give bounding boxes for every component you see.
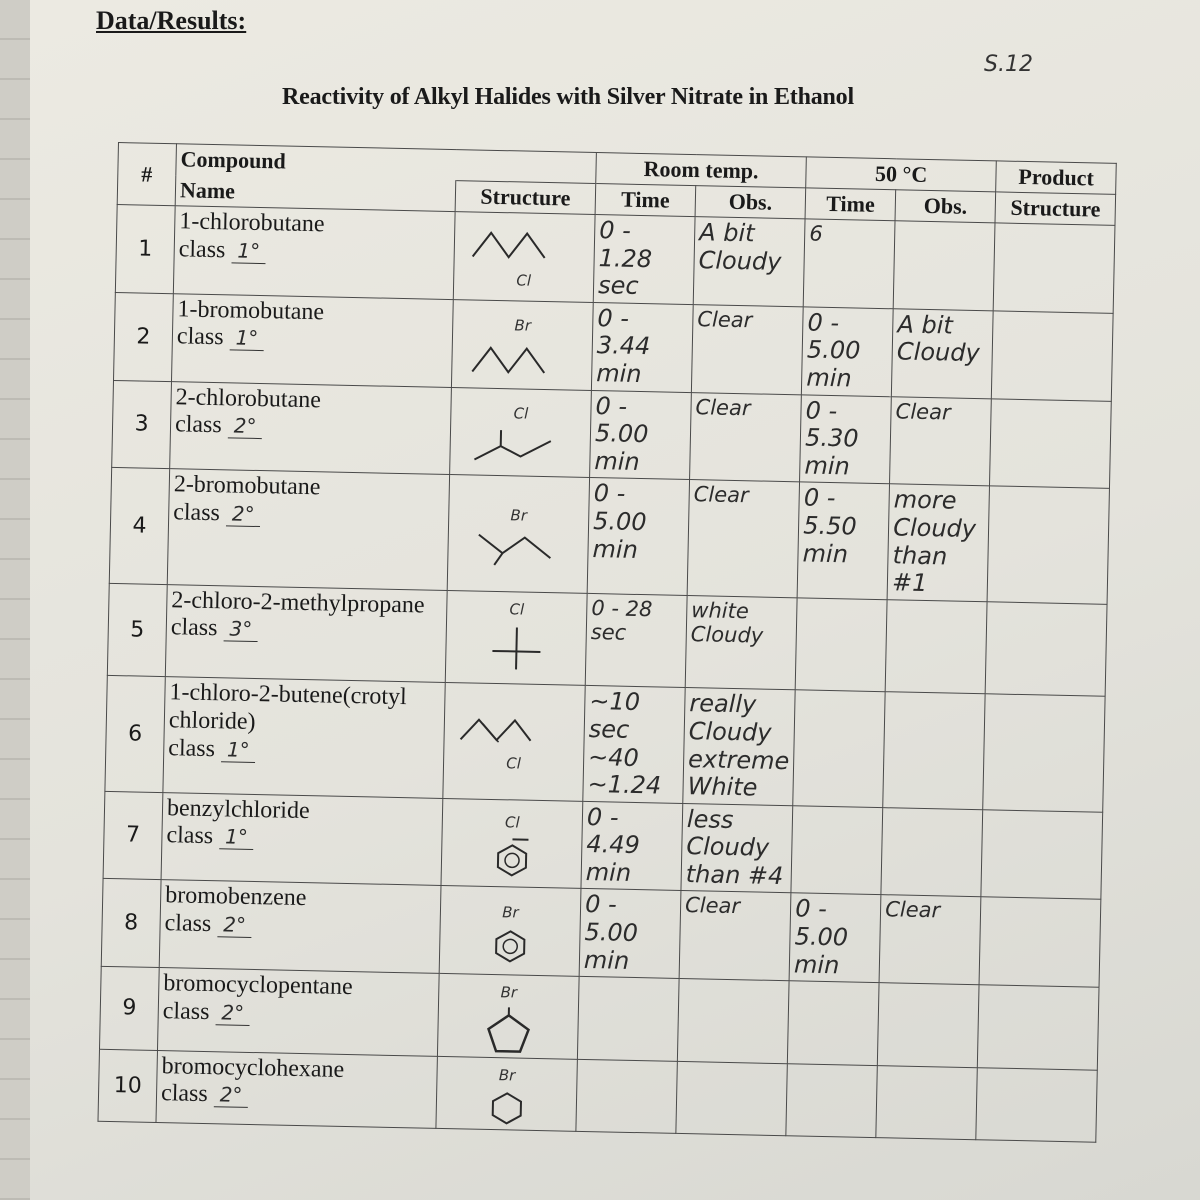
structure-label: Br (498, 1066, 516, 1085)
col-room-temp: Room temp. (596, 153, 807, 188)
compound-name-cell (167, 469, 449, 590)
rt-obs (677, 979, 789, 1064)
col-rt-obs: Obs. (695, 186, 806, 219)
col-structure: Structure (455, 181, 596, 215)
rt-obs: Clear (687, 480, 800, 598)
hot-time (795, 598, 887, 692)
class-prefix: class (174, 411, 223, 439)
col-compound: Compound (176, 144, 597, 184)
rt-obs: Clear (690, 392, 802, 482)
compound-name-cell (161, 792, 443, 886)
class-prefix: class (178, 235, 226, 263)
rt-obs: A bit Cloudy (693, 217, 805, 307)
product-structure (991, 311, 1113, 401)
results-table (97, 142, 1116, 1143)
class-prefix: class (164, 910, 212, 938)
hot-obs (877, 983, 979, 1068)
compound-name-cell (172, 293, 454, 387)
structure-label: Cl (509, 600, 525, 619)
compound-class (164, 910, 436, 943)
rt-time: 0 - 5.00 min (587, 478, 689, 595)
class-value: 1° (229, 326, 264, 352)
hot-obs (876, 1065, 977, 1140)
rt-obs (676, 1061, 788, 1136)
row-number: 1 (115, 204, 175, 293)
structure-label: Br (510, 506, 528, 525)
compound-name: bromocyclopentane (163, 970, 353, 1001)
product-structure (979, 897, 1101, 987)
rt-time: 0 - 1.28 sec (593, 215, 695, 305)
zigzag-chain-structure (462, 337, 583, 380)
compound-name: benzylchloride (166, 794, 310, 824)
rt-time: 0 - 28 sec (585, 593, 687, 688)
compound-name-cell (173, 206, 455, 300)
hot-time: 0 - 5.30 min (800, 394, 892, 484)
section-title: Data/Results: (96, 6, 247, 35)
compound-class (178, 236, 450, 269)
hot-time (791, 805, 883, 895)
class-prefix: class (176, 323, 224, 351)
structure-cell (445, 590, 587, 686)
compound-class (161, 1081, 433, 1114)
compound-name: 2-bromobutane (173, 471, 321, 501)
structure-cell (453, 212, 595, 303)
class-value: 2° (226, 501, 261, 527)
rt-obs: really Cloudy extreme White (683, 688, 796, 806)
structure-cell (437, 974, 579, 1060)
class-value: 2° (227, 414, 262, 440)
hot-time (793, 690, 885, 807)
hot-obs (883, 692, 985, 809)
compound-name: 1-chlorobutane (179, 208, 325, 238)
rt-obs: Clear (679, 891, 791, 981)
rt-obs: white Cloudy (685, 595, 797, 690)
row-number: 9 (99, 967, 159, 1051)
structure-cell (451, 299, 593, 390)
branched-chain-structure (458, 527, 579, 570)
structure-label: Br (500, 983, 518, 1002)
benzene-ring-structure (449, 924, 570, 967)
rt-obs: Clear (691, 304, 803, 394)
compound-class (175, 411, 447, 444)
rt-time: 0 - 4.49 min (581, 801, 683, 891)
rt-time (577, 977, 679, 1062)
cyclohexane-ring-structure (446, 1087, 567, 1130)
compound-name-cell (159, 880, 441, 974)
product-structure (990, 398, 1112, 488)
hot-obs (881, 807, 983, 897)
compound-name: bromocyclohexane (161, 1052, 345, 1083)
class-value: 2° (217, 912, 252, 938)
hot-obs: Clear (879, 895, 981, 985)
compound-name: 1-bromobutane (177, 296, 325, 326)
compound-name-cell (157, 968, 439, 1056)
product-structure (985, 602, 1107, 697)
hot-time: 0 - 5.00 min (789, 893, 881, 983)
compound-class (168, 735, 440, 768)
rt-time: 0 - 5.00 min (590, 390, 692, 480)
row-number: 10 (98, 1049, 158, 1123)
hot-time (788, 981, 880, 1065)
col-name: Name (175, 175, 456, 212)
product-structure (981, 809, 1103, 899)
product-structure (977, 985, 1099, 1070)
row-number: 4 (109, 468, 169, 585)
rt-time (576, 1059, 677, 1134)
class-value: 1° (219, 825, 254, 851)
rt-obs: less Cloudy than #4 (681, 803, 793, 893)
class-value: 1° (221, 737, 256, 763)
compound-name: 2-chlorobutane (175, 383, 322, 413)
compound-name: 1-chloro-2-butene(crotyl chloride) (168, 679, 407, 735)
product-structure (993, 223, 1115, 313)
structure-label: Cl (516, 270, 532, 290)
row-number: 5 (107, 583, 167, 677)
structure-cell (450, 387, 592, 478)
col-product-structure: Structure (995, 192, 1116, 226)
hot-obs: more Cloudy than #1 (887, 484, 989, 601)
class-prefix: class (162, 997, 210, 1025)
branched-chain-structure (460, 425, 581, 468)
compound-class (177, 324, 449, 357)
crotyl-chain-structure (454, 707, 575, 750)
row-number: 6 (105, 676, 165, 793)
class-value: 2° (213, 1083, 248, 1109)
row-number: 8 (101, 879, 161, 968)
product-structure (987, 486, 1109, 604)
row-number: 3 (112, 380, 172, 469)
benzyl-ring-structure (451, 834, 572, 881)
structure-label: Cl (504, 813, 520, 832)
compound-name-cell (156, 1050, 437, 1128)
zigzag-chain-structure (464, 220, 585, 267)
structure-label: Cl (506, 753, 522, 773)
class-value: 2° (215, 1000, 250, 1026)
structure-cell (436, 1056, 577, 1132)
col-rt-time: Time (595, 184, 696, 217)
compound-class (173, 499, 445, 532)
compound-name-cell (170, 381, 452, 475)
hot-time: 6 (803, 219, 895, 309)
class-value: 1° (231, 238, 266, 264)
structure-cell (441, 798, 583, 889)
hot-obs: A bit Cloudy (891, 309, 993, 399)
row-number: 2 (114, 292, 174, 381)
hot-obs (885, 599, 987, 694)
page-note: S.12 (984, 52, 1033, 77)
hot-time: 0 - 5.00 min (802, 307, 894, 397)
row-number: 7 (103, 791, 163, 880)
cyclopentane-ring-structure (447, 1004, 568, 1057)
class-prefix: class (166, 822, 214, 850)
product-structure (983, 694, 1105, 812)
col-hot-obs: Obs. (895, 190, 996, 223)
tert-butyl-structure (455, 621, 576, 683)
hot-time (786, 1064, 878, 1138)
class-value: 3° (223, 617, 258, 643)
product-structure (976, 1068, 1097, 1143)
class-prefix: class (170, 614, 218, 642)
compound-name: 2-chloro-2-methylpropane (171, 586, 425, 619)
compound-class (166, 822, 438, 855)
hot-time: 0 - 5.50 min (797, 482, 889, 599)
compound-name: bromobenzene (164, 882, 307, 912)
structure-label: Cl (513, 404, 529, 423)
class-prefix: class (160, 1080, 208, 1108)
col-number: # (117, 143, 176, 206)
compound-class (171, 615, 443, 648)
hot-obs (893, 221, 995, 311)
structure-label: Br (502, 903, 519, 922)
compound-name-cell (165, 584, 447, 682)
compound-name-cell (163, 677, 445, 798)
col-fifty-c: 50 °C (806, 157, 997, 192)
structure-cell (439, 886, 581, 977)
binder-edge (0, 0, 30, 1200)
table-row (105, 676, 1105, 812)
structure-cell (443, 683, 585, 801)
class-prefix: class (172, 499, 221, 527)
rt-time: 0 - 5.00 min (579, 889, 681, 979)
compound-class (163, 998, 435, 1031)
table-title: Reactivity of Alkyl Halides with Silver Nitrate in Ethanol (282, 84, 854, 110)
class-prefix: class (168, 734, 216, 762)
structure-cell (447, 475, 589, 593)
rt-time: 0 - 3.44 min (591, 302, 693, 392)
col-product: Product (996, 161, 1117, 195)
structure-label: Br (514, 316, 532, 336)
hot-obs: Clear (890, 396, 992, 486)
table-row (109, 468, 1109, 604)
rt-time: ~10 sec ~40 ~1.24 (583, 686, 685, 803)
col-hot-time: Time (805, 188, 896, 221)
